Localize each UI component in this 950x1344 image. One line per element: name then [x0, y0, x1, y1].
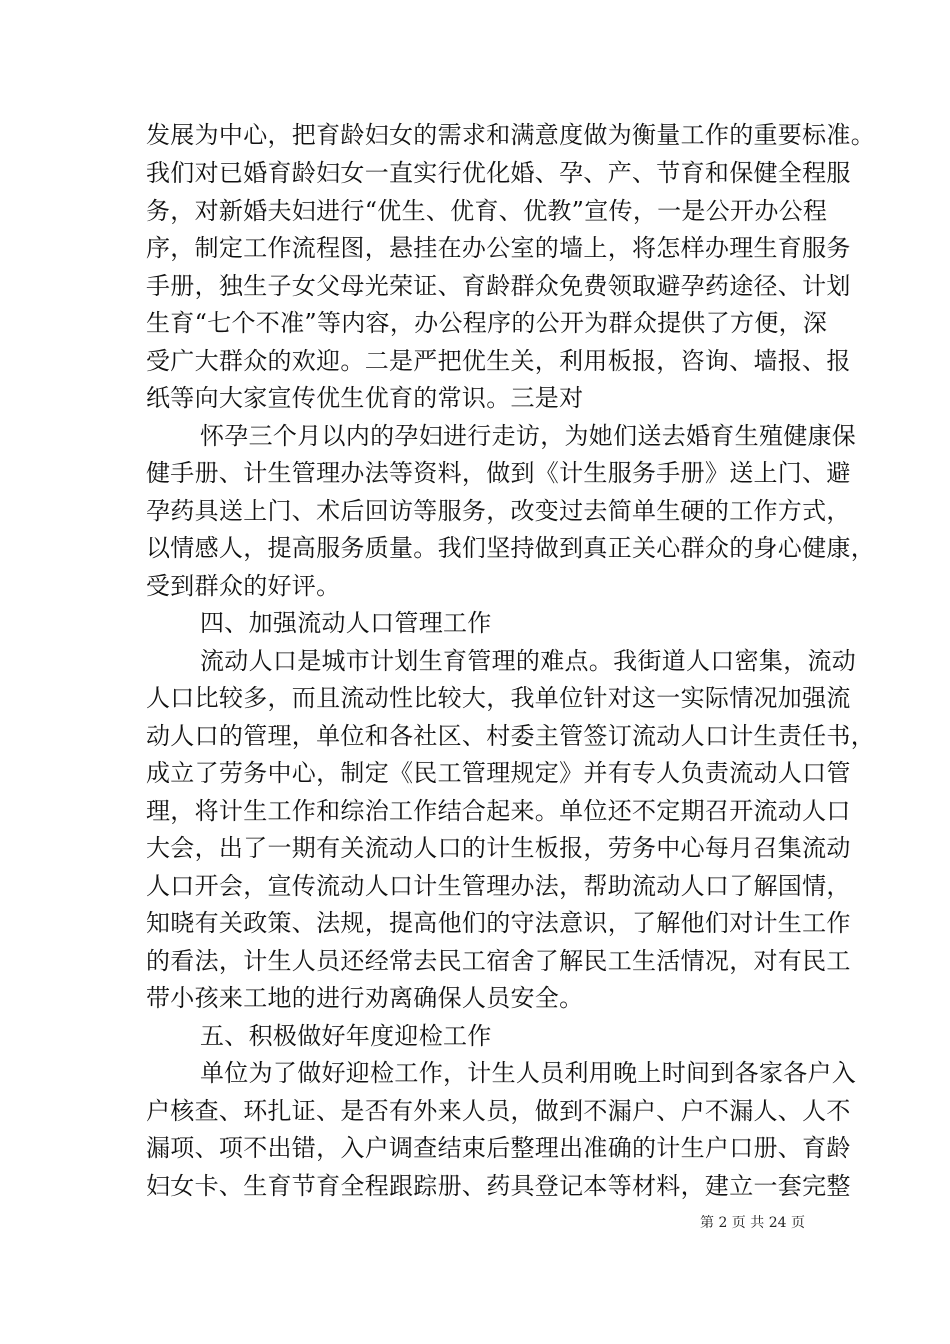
text-line: 人口开会，宣传流动人口计生管理办法，帮助流动人口了解国情， — [146, 872, 851, 900]
text-line: 户核查、环扎证、是否有外来人员，做到不漏户、户不漏人、人不 — [146, 1097, 851, 1125]
section-heading: 四、加强流动人口管理工作 — [200, 609, 492, 637]
text-line: 妇女卡、生育节育全程跟踪册、药具登记本等材料，建立一套完整 — [146, 1172, 851, 1200]
paragraph-first-line: 单位为了做好迎检工作，计生人员利用晚上时间到各家各户入 — [200, 1059, 857, 1087]
paragraph-first-line: 流动人口是城市计划生育管理的难点。我街道人口密集，流动 — [200, 647, 857, 675]
text-line: 人口比较多，而且流动性比较大，我单位针对这一实际情况加强流 — [146, 684, 851, 712]
text-line: 受到群众的好评。 — [146, 572, 341, 600]
paragraph-first-line: 怀孕三个月以内的孕妇进行走访，为她们送去婚育生殖健康保 — [200, 422, 857, 450]
text-line: 发展为中心，把育龄妇女的需求和满意度做为衡量工作的重要标准。 — [146, 121, 875, 149]
text-line: 知晓有关政策、法规，提高他们的守法意识，了解他们对计生工作 — [146, 909, 851, 937]
text-line: 受广大群众的欢迎。二是严把优生关，利用板报，咨询、墙报、报 — [146, 347, 851, 375]
text-line: 成立了劳务中心，制定《民工管理规定》并有专人负责流动人口管 — [146, 759, 851, 787]
section-heading: 五、积极做好年度迎检工作 — [200, 1022, 492, 1050]
text-line: 动人口的管理，单位和各社区、村委主管签订流动人口计生责任书， — [146, 722, 875, 750]
text-line: 漏项、项不出错，入户调查结束后整理出准确的计生户口册、育龄 — [146, 1134, 851, 1162]
text-line: 理，将计生工作和综治工作结合起来。单位还不定期召开流动人口 — [146, 797, 851, 825]
text-line: 务，对新婚夫妇进行“优生、优育、优教”宣传，一是公开办公程 — [146, 197, 828, 225]
text-line: 生育“七个不准”等内容，办公程序的公开为群众提供了方便，深 — [146, 309, 828, 337]
text-line: 以情感人，提高服务质量。我们坚持做到真正关心群众的身心健康， — [146, 534, 875, 562]
text-line: 孕药具送上门、术后回访等服务，改变过去简单生硬的工作方式， — [146, 497, 851, 525]
text-line: 纸等向大家宣传优生优育的常识。三是对 — [146, 384, 584, 412]
page-number-footer: 第 2 页 共 24 页 — [700, 1215, 805, 1231]
text-line: 大会，出了一期有关流动人口的计生板报，劳务中心每月召集流动 — [146, 834, 851, 862]
text-line: 的看法，计生人员还经常去民工宿舍了解民工生活情况，对有民工 — [146, 947, 851, 975]
text-line: 我们对已婚育龄妇女一直实行优化婚、孕、产、节育和保健全程服 — [146, 159, 851, 187]
text-line: 序，制定工作流程图，悬挂在办公室的墙上，将怎样办理生育服务 — [146, 234, 851, 262]
text-line: 健手册、计生管理办法等资料，做到《计生服务手册》送上门、避 — [146, 459, 851, 487]
text-line: 手册，独生子女父母光荣证、育龄群众免费领取避孕药途径、计划 — [146, 272, 851, 300]
text-line: 带小孩来工地的进行劝离确保人员安全。 — [146, 984, 584, 1012]
